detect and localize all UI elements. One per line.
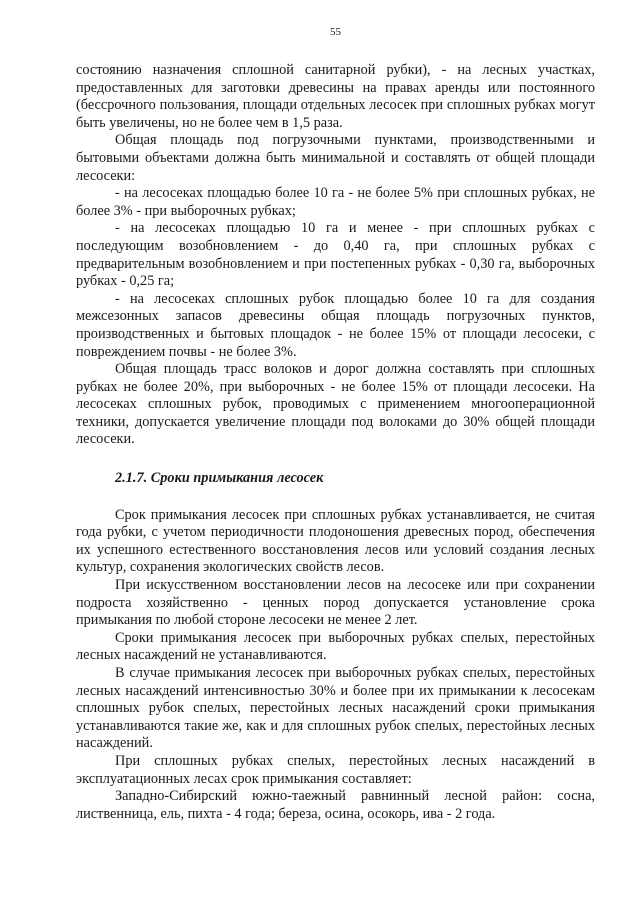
paragraph: При сплошных рубках спелых, перестойных лесных насаждений в эксплуатационных лесах срок примыкания составляет: [76,752,595,787]
list-item: - на лесосеках площадью более 10 га - не более 5% при сплошных рубках, не более 3% - при выборочных рубках; [76,185,595,219]
paragraph: В случае примыкания лесосек при выборочных рубках спелых, перестойных лесных насаждений интенсивностью 30% и более при их примыкании к лесосекам сплошных рубок спелых, перестойных лесных насаждений сроки примыкания устанавливаются такие же, как и для сплошных рубок спелых, перестойных лесных насаждений. [76,665,595,752]
section-title: Сроки примыкания лесосек [150,470,324,487]
list-item: - на лесосеках сплошных рубок площадью более 10 га для создания межсезонных запасов древесины общая площадь погрузочных пунктов, производственных и бытовых площадок - не более 15% от площади лесосеки, с повреждением почвы - не более 3%. [76,290,595,360]
paragraphs-after-heading [76,507,595,824]
paragraphs-before-heading [76,62,595,449]
paragraph: При искусственном восстановлении лесов на лесосеке или при сохранении подроста хозяйственно - ценных пород допускается установление срока примыкания по любой стороне лесосеки не менее 2 лет. [76,577,595,629]
paragraph: состоянию назначения сплошной санитарной рубки), - на лесных участках, предоставленных для заготовки древесины на правах аренды или постоянного (бессрочного пользования, площади отдельных лесосек при сплошных рубках могут быть увеличены, но не более чем в 1,5 раза. [76,62,595,131]
paragraph: Западно-Сибирский южно-таежный равнинный лесной район: сосна, лиственница, ель, пихта - 4 года; береза, осина, осокорь, ива - 2 года. [76,788,595,822]
paragraph: Общая площадь трасс волоков и дорог должна составлять при сплошных рубках не более 20%, при выборочных - не более 15% от площади лесосеки. На лесосеках сплошных рубок, проводимых с применением многооперационной техники, допускается увеличение площади под волоками до 30% общей площади лесосеки. [76,361,595,448]
page-number: 55 [330,26,341,38]
list-item: - на лесосеках площадью 10 га и менее - при сплошных рубках с последующим возобновлением - до 0,40 га, при сплошных рубках с предварительным возобновлением и при постепенных рубках - 0,30 га, выборочных рубках - 0,25 га; [76,220,595,290]
section-heading [115,470,595,488]
section-number: 2.1.7. [115,470,148,487]
paragraph: Сроки примыкания лесосек при выборочных рубках спелых, перестойных лесных насаждений не устанавливаются. [76,629,595,664]
document-page [76,26,595,823]
paragraph: Общая площадь под погрузочными пунктами, производственными и бытовыми объектами должна быть минимальной и составлять от общей площади лесосеки: [76,132,595,184]
paragraph: Срок примыкания лесосек при сплошных рубках устанавливается, не считая года рубки, с учетом периодичности плодоношения древесных пород, обеспечения их успешного естественного восстановления лесов или условий создания лесных культур, сохранения экологических свойств лесов. [76,506,595,576]
